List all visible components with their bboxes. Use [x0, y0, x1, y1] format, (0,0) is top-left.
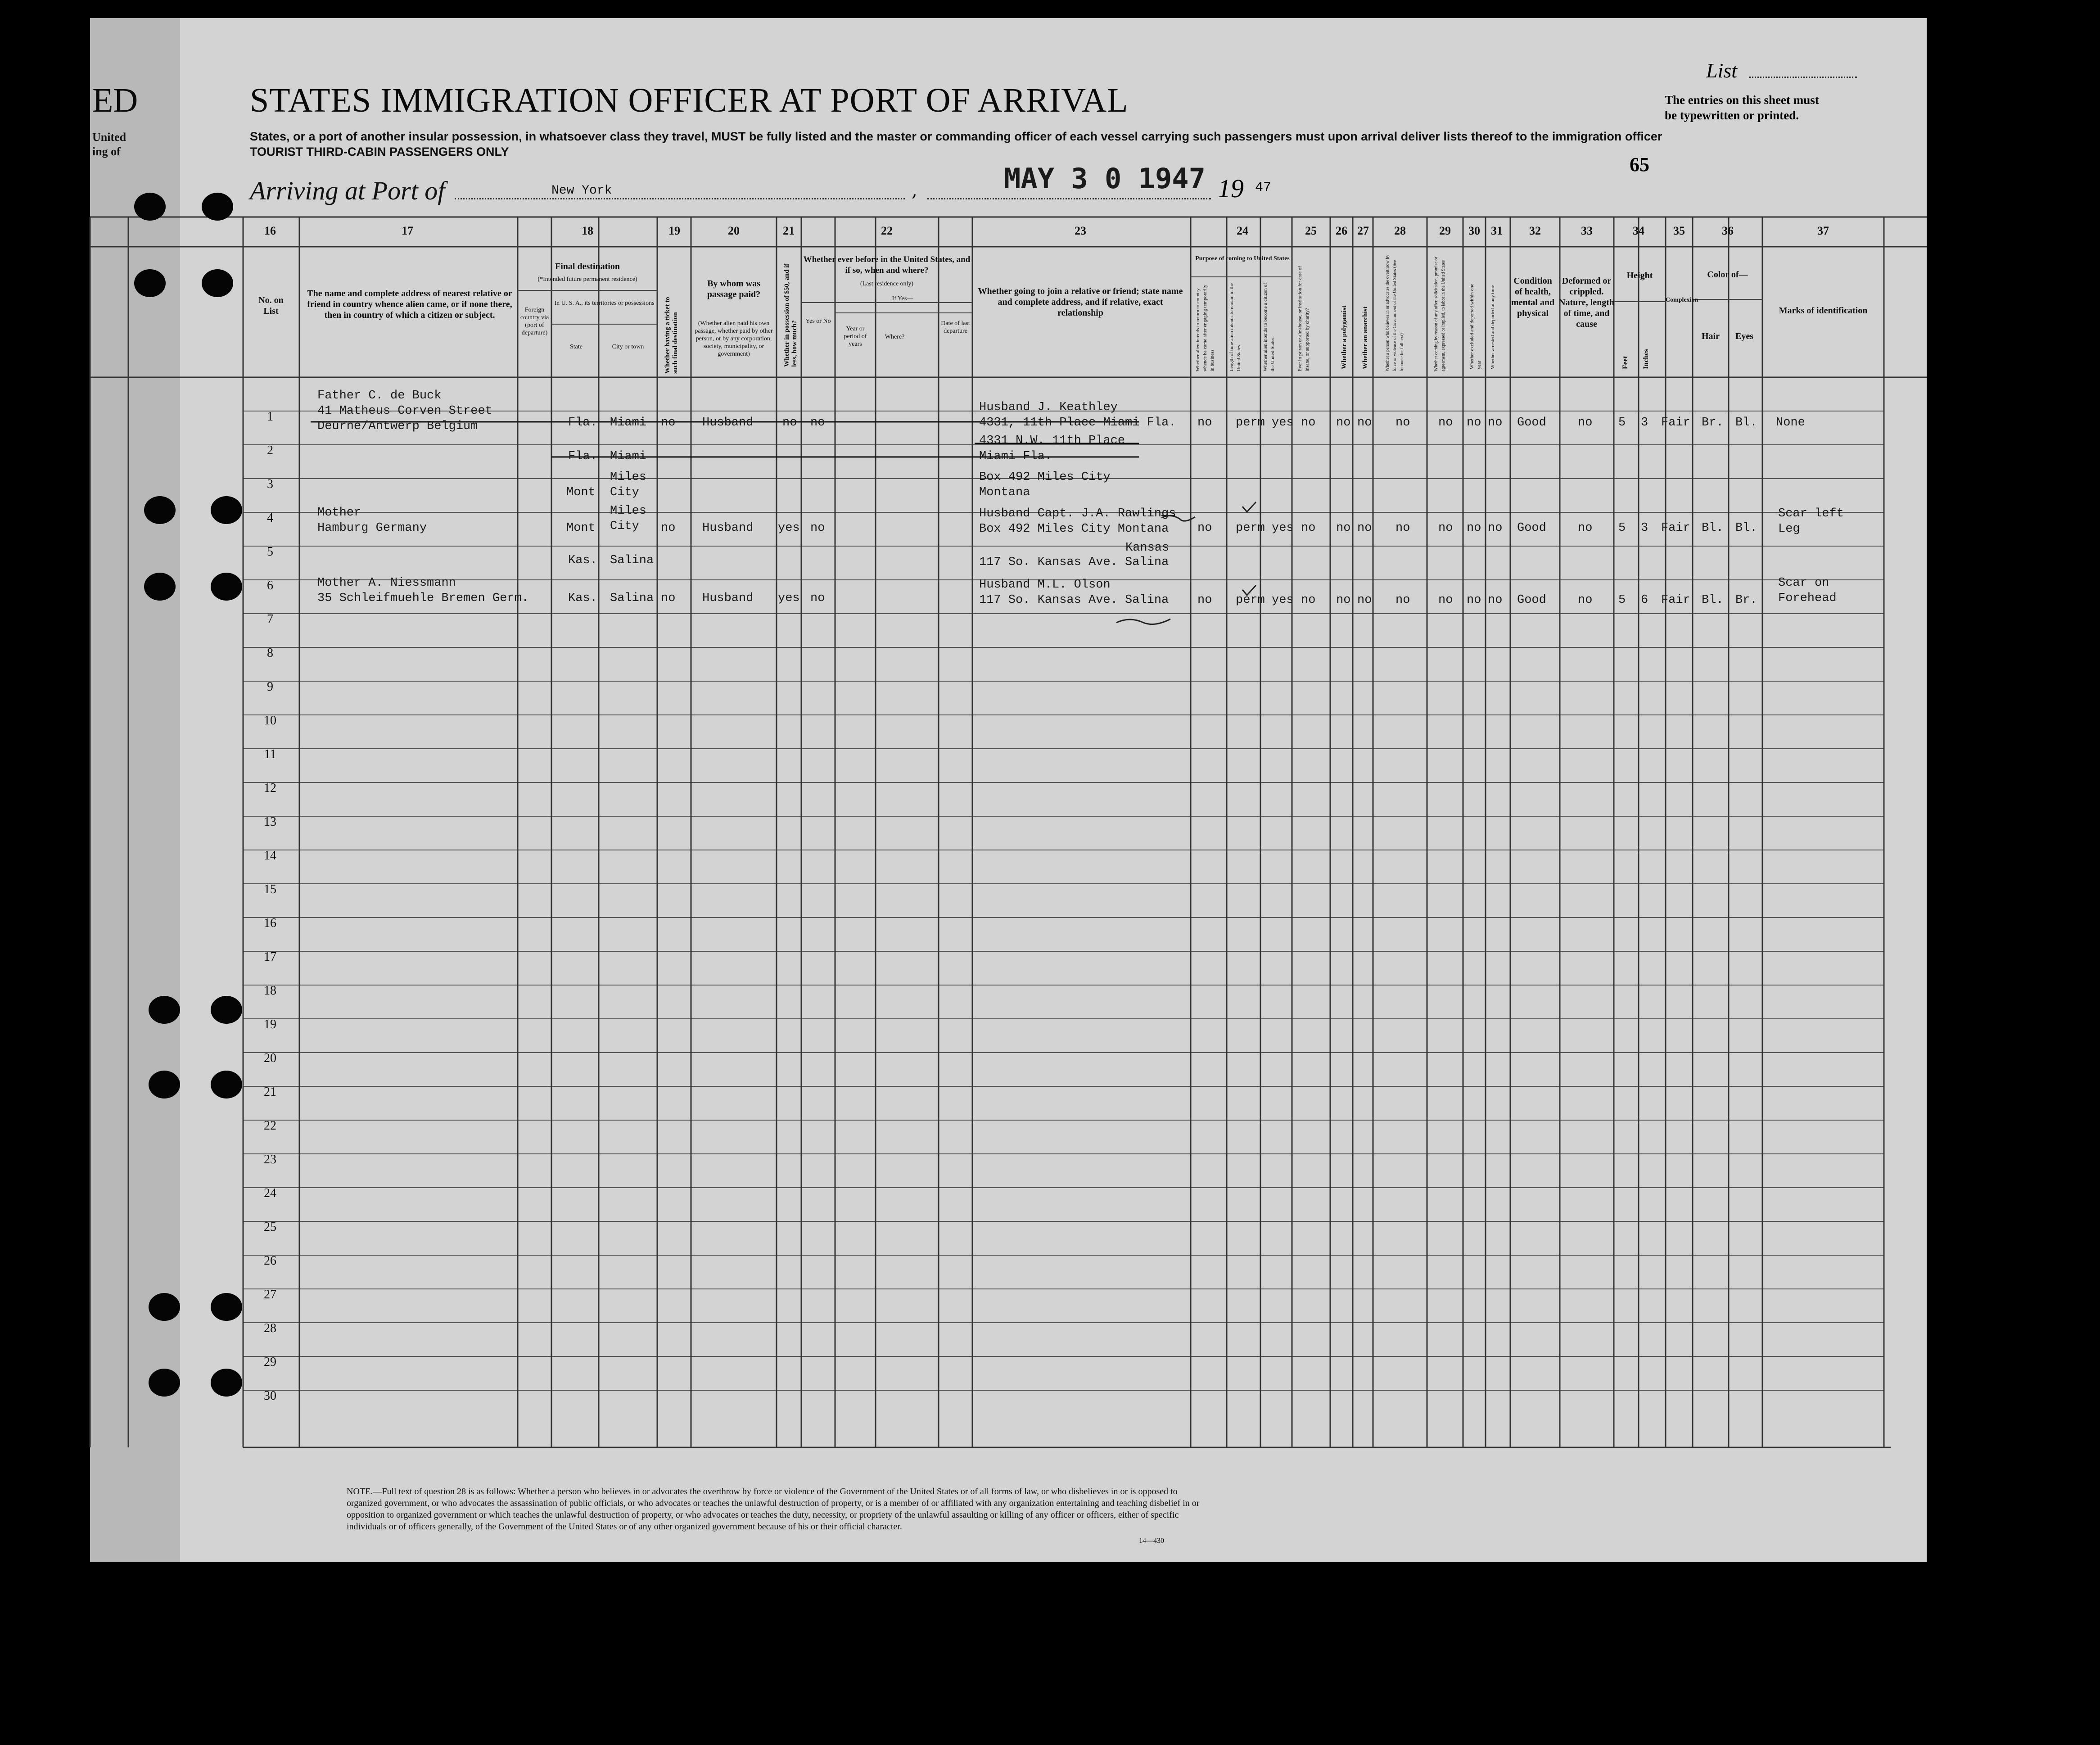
health-cell: Good: [1517, 416, 1546, 429]
complexion-cell: Fair: [1661, 521, 1690, 535]
state-cell: Mont: [566, 486, 596, 499]
row-number: 21: [264, 1085, 276, 1099]
row-number: 22: [264, 1119, 276, 1133]
row-number: 24: [264, 1186, 276, 1200]
joining-line: Kansas: [1125, 541, 1170, 555]
eyes-cell: Br.: [1735, 593, 1757, 607]
column-number: 17: [402, 224, 413, 237]
punch-hole: [149, 1071, 180, 1099]
partial-side-text: United: [92, 131, 126, 144]
footnote: NOTE.—Full text of question 28 is as follows: Whether a person who believes in or advocates the overthrow by force or violence of the Government of the United States or of all forms of law, or who disbelieves in or is opposed to organized government, or who advocates the assassination of public officials, or who advocates or teaches the unlawful destruction of property, or is a member of or affiliated with any organization entertaining and teaching disbelief in or opposition to organized government or which teaches the unlawful destruction of property, or who advocates or teaches the duty, necessity, or propriety of the unlawful assaulting or killing of any officer or officers, either of specific individuals or of officers generally, of the Government of the United States or of any other organized government because of his or their official character.: [347, 1487, 1200, 1532]
joining-line: 4331 N.W. 11th Place: [979, 434, 1125, 448]
c31-cell: no: [1488, 593, 1503, 607]
punch-hole: [211, 1293, 242, 1321]
c29-cell: no: [1438, 416, 1453, 429]
state-cell: Fla.: [568, 450, 597, 463]
hair-cell: Br.: [1702, 416, 1724, 429]
column-number: 23: [1075, 224, 1086, 237]
row-number: 23: [264, 1153, 276, 1166]
col-22-year: Year or period of years: [844, 325, 867, 348]
col-22-where: Where?: [885, 334, 905, 340]
column-number: 31: [1491, 224, 1503, 237]
c27-cell: no: [1357, 593, 1372, 607]
punch-hole: [202, 193, 233, 221]
c26-cell: no: [1336, 593, 1351, 607]
column-number: 16: [264, 224, 276, 237]
col-31-header: Whether arrested and deported at any time: [1490, 285, 1495, 369]
c28-cell: no: [1395, 416, 1410, 429]
column-number: 27: [1357, 224, 1369, 237]
col-36-header: Color of—: [1707, 270, 1748, 280]
row-number: 27: [264, 1288, 276, 1302]
c28-cell: no: [1395, 593, 1410, 607]
page-title: STATES IMMIGRATION OFFICER AT PORT OF ARRIVAL: [250, 81, 1129, 119]
marks-cell: Scar left: [1778, 507, 1844, 520]
c24c-cell: yes: [1272, 593, 1294, 607]
column-number: 25: [1305, 224, 1317, 237]
punch-hole: [211, 573, 242, 601]
column-number: 19: [668, 224, 680, 237]
paid-by-cell: Husband: [702, 416, 754, 429]
inches-cell: 3: [1641, 416, 1648, 429]
row-number: 18: [264, 984, 276, 998]
col-22-date: Date of last departure: [941, 320, 970, 335]
col-20-header: By whom was passage paid?: [707, 279, 761, 299]
money-cell: yes: [778, 521, 800, 535]
before-cell: no: [810, 592, 825, 605]
relative-line: 41 Matheus Corven Street: [317, 404, 492, 418]
column-number: 35: [1673, 224, 1685, 237]
arriving-label: Arriving at Port of: [250, 176, 445, 205]
c25-cell: no: [1301, 521, 1316, 535]
col-32-header: Condition of health, mental and physical: [1511, 276, 1555, 318]
joining-line: Miami Fla.: [979, 450, 1052, 463]
punch-hole: [211, 1369, 242, 1397]
c24a-cell: no: [1197, 521, 1212, 535]
col-19-header: Whether having a ticket to such final destination: [664, 297, 679, 374]
c27-cell: no: [1357, 521, 1372, 535]
relative-line: Mother: [317, 506, 361, 520]
state-cell: Kas.: [568, 554, 597, 567]
c24b-cell: perm: [1236, 416, 1265, 429]
c26-cell: no: [1336, 521, 1351, 535]
city-cell: Salina: [610, 554, 654, 567]
state-cell: Fla.: [568, 416, 597, 429]
column-number: 24: [1237, 224, 1248, 237]
col-25-header: Ever in prison or almshouse, or institution for care of insane, or supported by charity?: [1297, 266, 1310, 371]
c24c-cell: yes: [1272, 521, 1294, 535]
col-18-city: City or town: [612, 344, 644, 350]
row-number: 30: [264, 1389, 276, 1403]
column-number: 33: [1581, 224, 1593, 237]
year-suffix: 47: [1255, 180, 1272, 195]
c24a-cell: no: [1197, 416, 1212, 429]
punch-hole: [134, 269, 166, 297]
feet-cell: 5: [1618, 416, 1626, 429]
column-number: 26: [1336, 224, 1347, 237]
ticket-cell: no: [661, 521, 676, 535]
sheet-number: 65: [1630, 154, 1649, 176]
money-cell: no: [782, 416, 797, 429]
c29-cell: no: [1438, 593, 1453, 607]
col-29-header: Whether coming by reason of any offer, solicitation, promise or agreement, expressed or implied, to labor in the United States: [1434, 257, 1446, 371]
col-24a-header: Whether alien intends to return to country whence he came after engaging temporarily in business: [1195, 285, 1215, 371]
row-number: 25: [264, 1220, 276, 1234]
joining-line: Box 492 Miles City: [979, 470, 1111, 484]
row-number: 4: [267, 511, 273, 525]
joining-line: Montana: [979, 486, 1030, 499]
port-value: New York: [551, 184, 612, 198]
health-cell: Good: [1517, 521, 1546, 535]
city-cell: City: [610, 520, 639, 533]
col-22-sub: (Last residence only): [860, 280, 914, 287]
punch-hole: [144, 573, 176, 601]
row-number: 1: [267, 410, 273, 424]
marks-cell: Leg: [1778, 522, 1800, 536]
joining-line: 117 So. Kansas Ave. Salina: [979, 593, 1169, 607]
col-33-header: Deformed or crippled. Nature, length of time, and cause: [1559, 276, 1614, 329]
row-number: 12: [264, 781, 276, 795]
col-20-sub: (Whether alien paid his own passage, whether paid by other person, or by any corporation, society, municipality, or government): [695, 320, 773, 357]
row-number: 26: [264, 1254, 276, 1268]
before-cell: no: [810, 521, 825, 535]
state-cell: Kas.: [568, 592, 597, 605]
c25-cell: no: [1301, 416, 1316, 429]
column-number: 20: [728, 224, 740, 237]
column-number: 34: [1633, 224, 1644, 237]
row-number: 20: [264, 1051, 276, 1065]
col-35-header: Complexion: [1666, 297, 1698, 303]
row-number: 10: [264, 714, 276, 728]
city-cell: Miles: [610, 504, 647, 518]
col-18-title: Final destination: [555, 262, 620, 271]
c26-cell: no: [1336, 416, 1351, 429]
col-22-title: Whether ever before in the United States, and if so, when and where?: [803, 255, 971, 275]
c29-cell: no: [1438, 521, 1453, 535]
joining-line: Husband Capt. J.A. Rawlings: [979, 507, 1176, 520]
deformed-cell: no: [1578, 416, 1593, 429]
joining-line: Husband J. Keathley: [979, 401, 1118, 414]
c24b-cell: perm: [1236, 521, 1265, 535]
col-26-header: Whether a polygamist: [1341, 305, 1348, 369]
date-stamp: MAY 3 0 1947: [1004, 162, 1206, 195]
row-number: 5: [267, 545, 273, 559]
marks-cell: Scar on: [1778, 576, 1829, 590]
joining-line: Box 492 Miles City Montana: [979, 522, 1169, 536]
col-34-header: Height: [1626, 271, 1653, 280]
column-number: 30: [1468, 224, 1480, 237]
punch-hole: [211, 996, 242, 1024]
paid-by-cell: Husband: [702, 592, 754, 605]
row-number: 17: [264, 950, 276, 964]
year-prefix: 19: [1218, 174, 1244, 203]
column-number: 28: [1394, 224, 1406, 237]
instruction-line: States, or a port of another insular possession, in whatsoever class they travel, MUST be fully listed and the master or commanding officer of each vessel carrying such passengers must upon arrival deliver lists thereof to the immigration officer: [250, 130, 1662, 143]
ticket-cell: no: [661, 416, 676, 429]
row-number: 13: [264, 815, 276, 829]
column-number: 29: [1439, 224, 1451, 237]
typewritten-instruction: The entries on this sheet must be typewritten or printed.: [1665, 93, 1819, 122]
column-number: 21: [783, 224, 795, 237]
col-18-sub: (*Intended future permanent residence): [537, 276, 637, 283]
column-number: 18: [582, 224, 593, 237]
col-23-header: Whether going to join a relative or friend; state name and complete address, and if relative, exact relationship: [978, 286, 1183, 318]
col-27-header: Whether an anarchist: [1362, 306, 1369, 369]
deformed-cell: no: [1578, 521, 1593, 535]
joining-line: 117 So. Kansas Ave. Salina: [979, 556, 1169, 569]
c25-cell: no: [1301, 593, 1316, 607]
punch-hole: [144, 496, 176, 524]
col-37-header: Marks of identification: [1779, 306, 1868, 316]
c30-cell: no: [1467, 593, 1481, 607]
row-number: 14: [264, 849, 276, 863]
feet-cell: 5: [1618, 593, 1626, 607]
row-number: 7: [267, 612, 273, 626]
col-22-yes-no: Yes or No: [805, 318, 831, 325]
punch-hole: [134, 193, 166, 221]
col-18-usa: In U. S. A., its territories or possessions: [554, 300, 655, 307]
col-34-inches: Inches: [1642, 349, 1650, 369]
punch-hole: [149, 1293, 180, 1321]
joining-line: Husband M.L. Olson: [979, 578, 1111, 592]
relative-line: Mother A. Niessmann: [317, 576, 456, 590]
col-24b-header: Length of time alien intends to remain in the United States: [1229, 283, 1242, 371]
col-18-state: State: [570, 344, 583, 350]
partial-heading-fragment: ED: [92, 81, 138, 119]
deformed-cell: no: [1578, 593, 1593, 607]
punch-hole: [211, 1071, 242, 1099]
column-number: 37: [1817, 224, 1829, 237]
col-24-title: Purpose of coming to United States: [1195, 255, 1290, 262]
eyes-cell: Bl.: [1735, 521, 1757, 535]
col-no-on-list: No. on List: [258, 295, 284, 316]
row-number: 2: [267, 443, 273, 457]
relative-line: Father C. de Buck: [317, 389, 442, 402]
col-30-header: Whether excluded and deported within one year: [1469, 284, 1482, 369]
punch-hole: [149, 1369, 180, 1397]
complexion-cell: Fair: [1661, 416, 1690, 429]
before-cell: no: [810, 416, 825, 429]
c24c-cell: yes: [1272, 416, 1294, 429]
c31-cell: no: [1488, 416, 1503, 429]
col-22-if-yes: If Yes—: [892, 295, 913, 302]
punch-hole: [202, 269, 233, 297]
city-cell: Miami: [610, 416, 647, 429]
col-36-eyes: Eyes: [1735, 331, 1753, 341]
col-28-header: Whether a person who believes in or advocates the overthrow by force or violence of the Government of the United States (See footnote for full text): [1385, 254, 1405, 371]
row-number: 15: [264, 882, 276, 896]
punch-hole: [211, 496, 242, 524]
col-17-header: The name and complete address of nearest relative or friend in country whence alien came, or if none there, then in country of which a citizen or subject.: [307, 289, 512, 320]
city-cell: Salina: [610, 592, 654, 605]
hair-cell: Bl.: [1702, 593, 1724, 607]
marks-cell: None: [1776, 416, 1805, 429]
c24a-cell: no: [1197, 593, 1212, 607]
row-number: 28: [264, 1321, 276, 1335]
relative-line: 35 Schleifmuehle Bremen Germ.: [317, 592, 529, 605]
c24b-cell: perm: [1236, 593, 1265, 607]
column-number: 32: [1529, 224, 1541, 237]
feet-cell: 5: [1618, 521, 1626, 535]
paid-by-cell: Husband: [702, 521, 754, 535]
list-label: List: [1706, 59, 1738, 82]
money-cell: yes: [778, 592, 800, 605]
c30-cell: no: [1467, 521, 1481, 535]
col-24c-header: Whether alien intends to become a citizen of the United States: [1263, 283, 1275, 371]
joining-line: 4331, 11th Place Miami Fla.: [979, 416, 1176, 429]
c28-cell: no: [1395, 521, 1410, 535]
city-cell: City: [610, 486, 639, 499]
ticket-cell: no: [661, 592, 676, 605]
inches-cell: 6: [1641, 593, 1648, 607]
c27-cell: no: [1357, 416, 1372, 429]
partial-side-text: ing of: [92, 145, 121, 158]
health-cell: Good: [1517, 593, 1546, 607]
punch-hole: [149, 996, 180, 1024]
complexion-cell: Fair: [1661, 593, 1690, 607]
hair-cell: Bl.: [1702, 521, 1724, 535]
marks-cell: Forehead: [1778, 592, 1837, 605]
col-21-header: Whether in possession of $50, and if less, how much?: [783, 263, 798, 367]
relative-line: Deurne/Antwerp Belgium: [317, 420, 478, 433]
city-cell: Miami: [610, 450, 647, 463]
col-34-feet: Feet: [1621, 356, 1629, 369]
row-number: 19: [264, 1017, 276, 1031]
column-number: 22: [881, 224, 893, 237]
row-number: 11: [264, 747, 276, 761]
row-number: 9: [267, 680, 273, 694]
col-18-foreign: Foreign country via (port of departure): [520, 307, 549, 336]
state-cell: Mont: [566, 521, 596, 535]
inches-cell: 3: [1641, 521, 1648, 535]
row-number: 6: [267, 579, 273, 592]
row-number: 8: [267, 646, 273, 660]
row-number: 3: [267, 477, 273, 491]
form-number: 14—430: [1139, 1537, 1164, 1545]
col-36-hair: Hair: [1702, 331, 1720, 341]
c31-cell: no: [1488, 521, 1503, 535]
row-number: 29: [264, 1355, 276, 1369]
row-number: 16: [264, 916, 276, 930]
column-number: 36: [1722, 224, 1734, 237]
city-cell: Miles: [610, 470, 647, 484]
class-line: TOURIST THIRD-CABIN PASSENGERS ONLY: [250, 145, 509, 158]
eyes-cell: Bl.: [1735, 416, 1757, 429]
c30-cell: no: [1467, 416, 1481, 429]
relative-line: Hamburg Germany: [317, 521, 427, 535]
